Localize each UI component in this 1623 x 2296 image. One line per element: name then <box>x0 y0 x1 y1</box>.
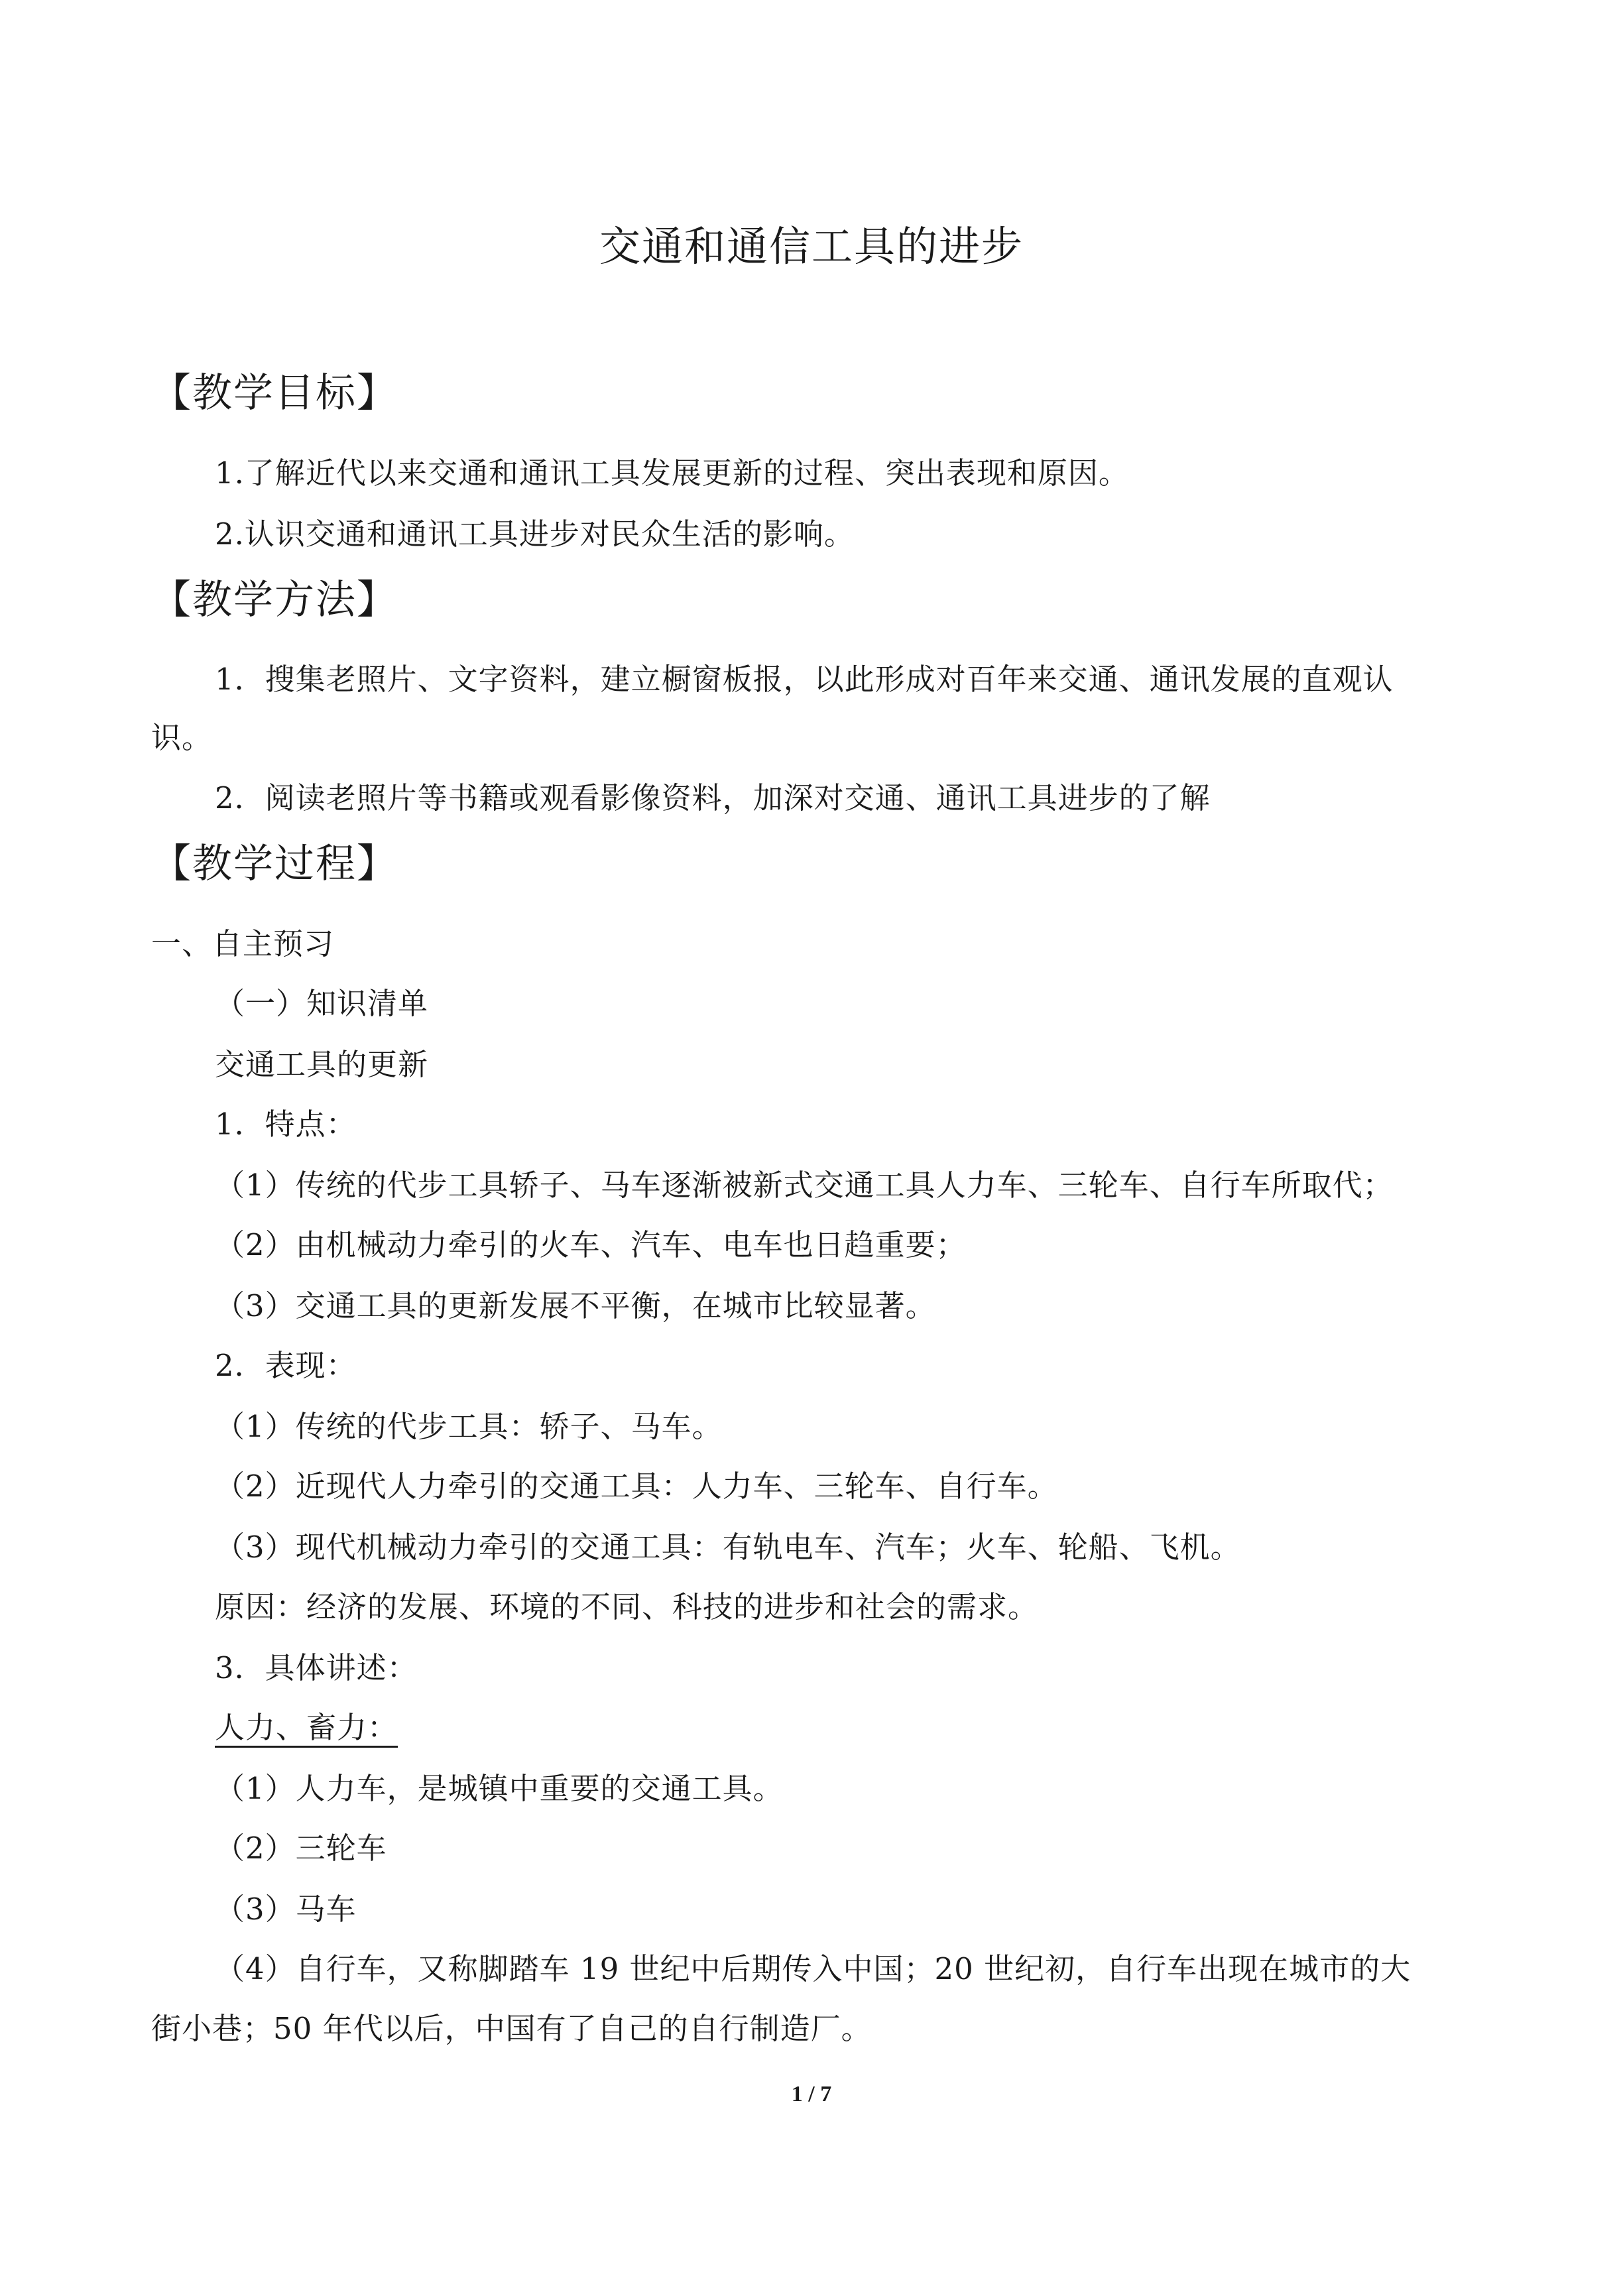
section-heading-methods: 【教学方法】 <box>151 577 398 623</box>
detail-item-3: （3）马车 <box>215 1892 357 1927</box>
detail-heading: 3．具体讲述： <box>215 1650 418 1685</box>
detail-item-4-line2: 街小巷；50 年代以后，中国有了自己的自行制造厂。 <box>151 2011 872 2046</box>
features-heading: 1．特点： <box>215 1107 357 1142</box>
objective-item-2: 2.认识交通和通讯工具进步对民众生活的影响。 <box>215 516 855 552</box>
performance-item-2: （2）近现代人力牵引的交通工具：人力车、三轮车、自行车。 <box>215 1469 1058 1504</box>
process-subheading: （一）知识清单 <box>215 986 429 1021</box>
detail-subheading: 人力、畜力： <box>215 1710 398 1745</box>
performance-heading: 2．表现： <box>215 1348 357 1383</box>
method-item-1-line2: 识。 <box>151 720 213 755</box>
feature-item-3: （3）交通工具的更新发展不平衡，在城市比较显著。 <box>215 1288 936 1323</box>
feature-item-1: （1）传统的代步工具轿子、马车逐渐被新式交通工具人力车、三轮车、自行车所取代； <box>215 1168 1394 1203</box>
objective-item-1: 1.了解近代以来交通和通讯工具发展更新的过程、突出表现和原因。 <box>215 455 1129 491</box>
performance-item-1: （1）传统的代步工具：轿子、马车。 <box>215 1409 723 1444</box>
reason-text: 原因：经济的发展、环境的不同、科技的进步和社会的需求。 <box>215 1589 1039 1624</box>
page-number: 1 / 7 <box>791 2082 832 2106</box>
section-heading-objectives: 【教学目标】 <box>151 370 398 416</box>
detail-item-4-line1: （4）自行车，又称脚踏车 19 世纪中后期传入中国；20 世纪初，自行车出现在城市的大 <box>215 1951 1412 1986</box>
process-part-heading: 一、自主预习 <box>151 926 335 961</box>
section-heading-process: 【教学过程】 <box>151 841 398 887</box>
detail-item-1: （1）人力车，是城镇中重要的交通工具。 <box>215 1771 784 1806</box>
topic-heading: 交通工具的更新 <box>215 1047 429 1082</box>
performance-item-3: （3）现代机械动力牵引的交通工具：有轨电车、汽车；火车、轮船、飞机。 <box>215 1530 1241 1565</box>
feature-item-2: （2）由机械动力牵引的火车、汽车、电车也日趋重要； <box>215 1227 967 1262</box>
method-item-1-line1: 1．搜集老照片、文字资料，建立橱窗板报，以此形成对百年来交通、通讯发展的直观认 <box>215 662 1394 697</box>
document-title: 交通和通信工具的进步 <box>599 222 1024 271</box>
method-item-2: 2．阅读老照片等书籍或观看影像资料，加深对交通、通讯工具进步的了解 <box>215 780 1211 816</box>
detail-item-2: （2）三轮车 <box>215 1831 387 1866</box>
